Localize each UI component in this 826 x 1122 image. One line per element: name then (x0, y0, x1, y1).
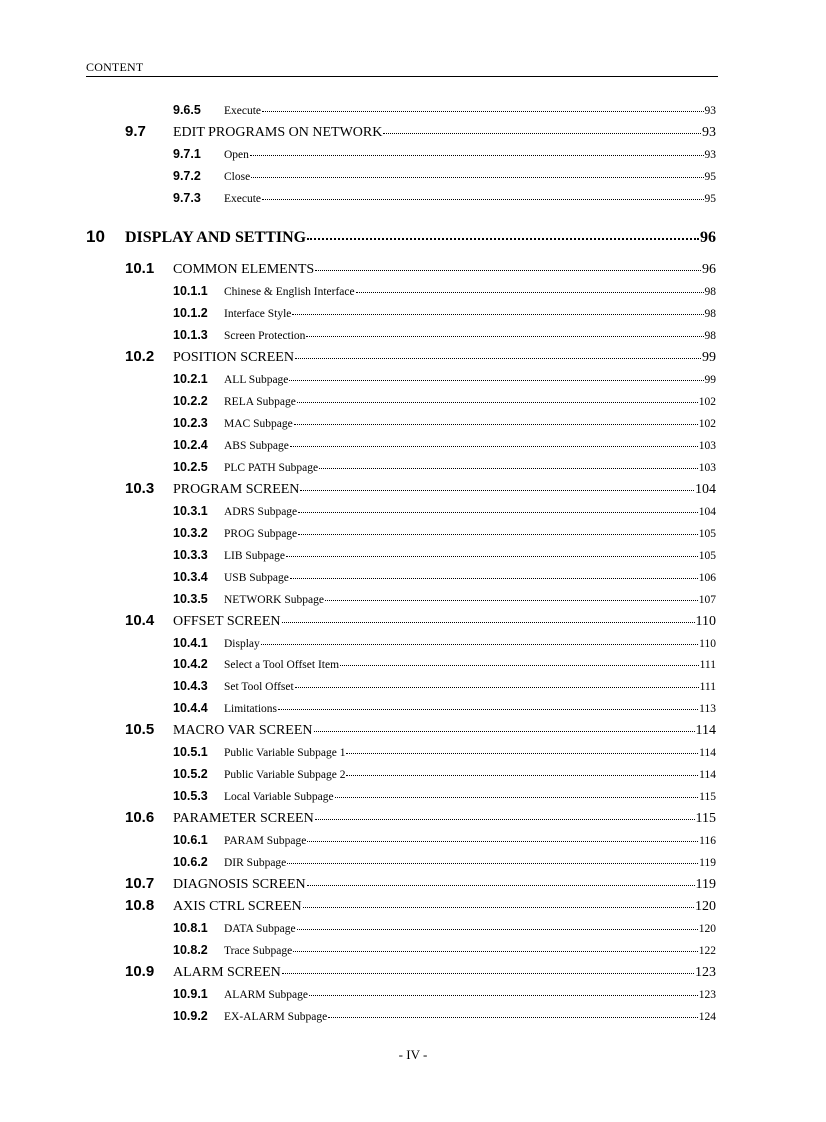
toc-entry-number: 10.5.3 (173, 789, 208, 803)
toc-dot-leader (340, 665, 699, 666)
toc-dot-leader (314, 731, 695, 732)
toc-entry-page: 114 (699, 747, 716, 759)
toc-entry-title: ALARM Subpage (224, 989, 309, 1001)
toc-entry[interactable] (173, 99, 716, 121)
toc-entry[interactable] (173, 763, 716, 785)
toc-dot-leader (346, 753, 698, 754)
toc-entry-title: Public Variable Subpage 1 (224, 747, 346, 759)
toc-entry-title: DIR Subpage (224, 857, 287, 869)
toc-entry[interactable] (173, 143, 716, 165)
toc-entry[interactable] (173, 187, 716, 209)
toc-entry[interactable] (173, 368, 716, 390)
toc-entry[interactable] (173, 165, 716, 187)
toc-entry-title: Open (224, 149, 249, 161)
toc-entry[interactable] (173, 434, 716, 456)
toc-entry-title: MAC Subpage (224, 418, 293, 430)
toc-dot-leader (295, 358, 701, 359)
toc-entry-title: DIAGNOSIS SCREEN (173, 877, 306, 892)
toc-dot-leader (383, 133, 701, 134)
toc-entry-title: PARAM Subpage (224, 835, 307, 847)
toc-dot-leader (307, 238, 699, 240)
toc-dot-leader (306, 336, 703, 337)
toc-entry-page: 93 (704, 105, 716, 117)
toc-entry[interactable] (173, 412, 716, 434)
toc-entry-title: Execute (224, 193, 262, 205)
toc-entry-number: 10.9.2 (173, 1009, 208, 1023)
toc-entry-page: 123 (695, 965, 716, 980)
toc-entry[interactable] (173, 697, 716, 719)
toc-entry[interactable] (86, 224, 716, 250)
toc-entry[interactable] (173, 566, 716, 588)
toc-entry-title: LIB Subpage (224, 550, 286, 562)
toc-entry-number: 10.2.1 (173, 372, 208, 386)
toc-dot-leader (303, 907, 694, 908)
toc-dot-leader (298, 512, 698, 513)
toc-entry-page: 105 (698, 550, 716, 562)
toc-entry-page: 98 (704, 286, 716, 298)
toc-entry[interactable] (173, 1005, 716, 1027)
toc-entry-title: EX-ALARM Subpage (224, 1011, 328, 1023)
toc-entry-number: 10.4.1 (173, 636, 208, 650)
toc-entry-title: Local Variable Subpage (224, 791, 334, 803)
toc-entry-title: PLC PATH Subpage (224, 462, 319, 474)
toc-entry-number: 10.6.1 (173, 833, 208, 847)
toc-entry[interactable] (125, 961, 716, 983)
toc-entry-page: 102 (698, 418, 716, 430)
toc-entry-number: 10.3.2 (173, 526, 208, 540)
toc-entry-number: 10.3.3 (173, 548, 208, 562)
toc-entry-title: Set Tool Offset (224, 681, 294, 693)
toc-entry-page: 106 (698, 572, 716, 584)
toc-entry[interactable] (173, 939, 716, 961)
toc-entry-title: Close (224, 171, 251, 183)
toc-dot-leader (278, 709, 698, 710)
toc-entry-page: 110 (699, 638, 716, 650)
toc-dot-leader (250, 155, 704, 156)
toc-entry-page: 105 (698, 528, 716, 540)
toc-dot-leader (309, 995, 698, 996)
toc-entry-page: 115 (695, 811, 716, 826)
toc-entry[interactable] (173, 544, 716, 566)
toc-entry[interactable] (173, 653, 716, 675)
toc-entry[interactable] (173, 741, 716, 763)
toc-entry-number: 10.2 (125, 348, 155, 365)
toc-entry-number: 10.5.2 (173, 767, 208, 781)
toc-dot-leader (290, 578, 698, 579)
toc-entry-number: 10.2.4 (173, 438, 208, 452)
toc-dot-leader (315, 270, 701, 271)
toc-entry-page: 96 (700, 229, 716, 246)
toc-entry-title: OFFSET SCREEN (173, 614, 281, 629)
toc-dot-leader (307, 841, 698, 842)
toc-entry-title: RELA Subpage (224, 396, 296, 408)
toc-entry-page: 98 (704, 308, 716, 320)
toc-entry-title: MACRO VAR SCREEN (173, 723, 313, 738)
toc-entry-number: 10.1.2 (173, 306, 208, 320)
toc-dot-leader (325, 600, 698, 601)
toc-entry-number: 10.5 (125, 721, 155, 738)
toc-entry[interactable] (125, 121, 716, 143)
toc-entry-title: Interface Style (224, 308, 292, 320)
toc-entry-number: 10.8.2 (173, 943, 208, 957)
toc-entry-number: 9.6.5 (173, 103, 201, 117)
toc-entry[interactable] (173, 522, 716, 544)
toc-entry-title: ADRS Subpage (224, 506, 298, 518)
toc-dot-leader (262, 111, 703, 112)
toc-entry[interactable] (173, 632, 716, 654)
toc-dot-leader (297, 402, 698, 403)
toc-entry-number: 9.7.1 (173, 147, 201, 161)
toc-entry-number: 10 (86, 227, 105, 246)
toc-entry-number: 10.4 (125, 612, 155, 629)
toc-entry[interactable] (173, 588, 716, 610)
toc-entry-page: 124 (698, 1011, 716, 1023)
toc-entry[interactable] (125, 258, 716, 280)
toc-entry-number: 10.9.1 (173, 987, 208, 1001)
toc-dot-leader (262, 199, 703, 200)
toc-entry-page: 103 (698, 462, 716, 474)
toc-entry-title: PROG Subpage (224, 528, 298, 540)
toc-entry[interactable] (125, 478, 716, 500)
toc-entry-page: 95 (704, 193, 716, 205)
toc-entry-number: 10.2.5 (173, 460, 208, 474)
toc-entry-title: ALARM SCREEN (173, 965, 281, 980)
toc-entry-number: 10.8.1 (173, 921, 208, 935)
toc-entry-title: Screen Protection (224, 330, 306, 342)
toc-entry-title: ALL Subpage (224, 374, 289, 386)
toc-entry-page: 102 (698, 396, 716, 408)
toc-dot-leader (319, 468, 698, 469)
toc-dot-leader (295, 687, 699, 688)
toc-entry-title: EDIT PROGRAMS ON NETWORK (173, 125, 383, 140)
toc-entry-page: 111 (699, 681, 716, 693)
toc-entry-title: Execute (224, 105, 262, 117)
toc-dot-leader (315, 819, 695, 820)
toc-entry[interactable] (125, 610, 716, 632)
toc-entry-title: POSITION SCREEN (173, 350, 294, 365)
toc-dot-leader (261, 644, 698, 645)
toc-dot-leader (292, 314, 703, 315)
toc-entry-number: 9.7 (125, 123, 146, 140)
toc-dot-leader (286, 556, 698, 557)
toc-entry-page: 114 (695, 723, 716, 738)
toc-entry-page: 93 (704, 149, 716, 161)
toc-entry[interactable] (173, 280, 716, 302)
toc-entry-number: 10.5.1 (173, 745, 208, 759)
toc-entry[interactable] (173, 917, 716, 939)
toc-entry-number: 10.2.3 (173, 416, 208, 430)
toc-dot-leader (282, 622, 695, 623)
toc-entry-title: ABS Subpage (224, 440, 289, 452)
toc-dot-leader (328, 1017, 698, 1018)
toc-entry[interactable] (173, 302, 716, 324)
toc-entry-title: USB Subpage (224, 572, 289, 584)
toc-entry-number: 10.9 (125, 963, 155, 980)
toc-entry[interactable] (125, 895, 716, 917)
header-label: CONTENT (86, 60, 144, 74)
toc-entry-number: 10.3.1 (173, 504, 208, 518)
toc-entry-page: 95 (704, 171, 716, 183)
toc-entry-number: 9.7.3 (173, 191, 201, 205)
toc-entry-title: Display (224, 638, 260, 650)
toc-entry-number: 10.2.2 (173, 394, 208, 408)
toc-entry-number: 10.8 (125, 897, 155, 914)
toc-dot-leader (307, 885, 695, 886)
toc-entry-page: 99 (704, 374, 716, 386)
toc-entry-title: PROGRAM SCREEN (173, 482, 300, 497)
toc-entry-page: 93 (702, 125, 716, 140)
toc-entry-title: NETWORK Subpage (224, 594, 324, 606)
toc-entry[interactable] (173, 500, 716, 522)
toc-entry[interactable] (173, 851, 716, 873)
toc-entry-page: 113 (699, 703, 716, 715)
toc-entry[interactable] (125, 807, 716, 829)
toc-entry-number: 10.7 (125, 875, 155, 892)
toc-entry-number: 10.4.4 (173, 701, 208, 715)
toc-entry[interactable] (173, 829, 716, 851)
toc-dot-leader (290, 446, 698, 447)
toc-dot-leader (335, 797, 699, 798)
toc-entry[interactable] (173, 675, 716, 697)
toc-entry-number: 10.3 (125, 480, 155, 497)
toc-entry-page: 104 (698, 506, 716, 518)
toc-entry-title: Select a Tool Offset Item (224, 659, 340, 671)
toc-entry[interactable] (173, 390, 716, 412)
toc-entry[interactable] (173, 324, 716, 346)
toc-entry-number: 10.6 (125, 809, 155, 826)
toc-entry[interactable] (173, 785, 716, 807)
toc-entry-page: 122 (698, 945, 716, 957)
toc-entry[interactable] (173, 983, 716, 1005)
toc-dot-leader (282, 973, 694, 974)
toc-entry-page: 123 (698, 989, 716, 1001)
toc-entry[interactable] (125, 346, 716, 368)
toc-entry-title: PARAMETER SCREEN (173, 811, 314, 826)
toc-dot-leader (287, 863, 698, 864)
toc-entry-number: 10.3.5 (173, 592, 208, 606)
toc-entry-page: 99 (702, 350, 716, 365)
toc-entry-page: 107 (698, 594, 716, 606)
toc-entry-page: 110 (695, 614, 716, 629)
toc-entry[interactable] (125, 873, 716, 895)
toc-entry-page: 115 (699, 791, 716, 803)
toc-entry-title: COMMON ELEMENTS (173, 262, 315, 277)
toc-entry[interactable] (125, 719, 716, 741)
toc-dot-leader (297, 929, 698, 930)
toc-entry-number: 10.1.3 (173, 328, 208, 342)
toc-entry-page: 114 (699, 769, 716, 781)
toc-dot-leader (356, 292, 704, 293)
toc-entry-page: 120 (698, 923, 716, 935)
toc-entry-page: 103 (698, 440, 716, 452)
toc-entry-number: 10.4.2 (173, 657, 208, 671)
toc-dot-leader (289, 380, 703, 381)
toc-entry-number: 10.3.4 (173, 570, 208, 584)
toc-dot-leader (251, 177, 703, 178)
toc-entry-number: 10.1.1 (173, 284, 208, 298)
toc-entry-page: 96 (702, 262, 716, 277)
toc-entry-page: 104 (695, 482, 716, 497)
toc-dot-leader (346, 775, 698, 776)
toc-entry-number: 10.6.2 (173, 855, 208, 869)
toc-entry-number: 9.7.2 (173, 169, 201, 183)
toc-entry-page: 120 (695, 899, 716, 914)
toc-dot-leader (294, 424, 698, 425)
toc-dot-leader (298, 534, 698, 535)
toc-dot-leader (293, 951, 698, 952)
toc-entry-page: 116 (699, 835, 716, 847)
toc-entry-number: 10.4.3 (173, 679, 208, 693)
toc-entry-title: AXIS CTRL SCREEN (173, 899, 302, 914)
toc-entry-page: 119 (695, 877, 716, 892)
toc-entry-page: 119 (699, 857, 716, 869)
toc-dot-leader (300, 490, 694, 491)
toc-entry-page: 111 (699, 659, 716, 671)
toc-entry-title: Chinese & English Interface (224, 286, 355, 298)
toc-entry-title: DATA Subpage (224, 923, 296, 935)
toc-entry-page: 98 (704, 330, 716, 342)
toc-entry-title: Limitations (224, 703, 278, 715)
toc-entry-title: DISPLAY AND SETTING (125, 229, 307, 246)
toc-entry-number: 10.1 (125, 260, 155, 277)
page-number: - IV - (398, 1047, 428, 1062)
toc-entry[interactable] (173, 456, 716, 478)
toc-entry-title: Trace Subpage (224, 945, 293, 957)
toc-entry-title: Public Variable Subpage 2 (224, 769, 346, 781)
